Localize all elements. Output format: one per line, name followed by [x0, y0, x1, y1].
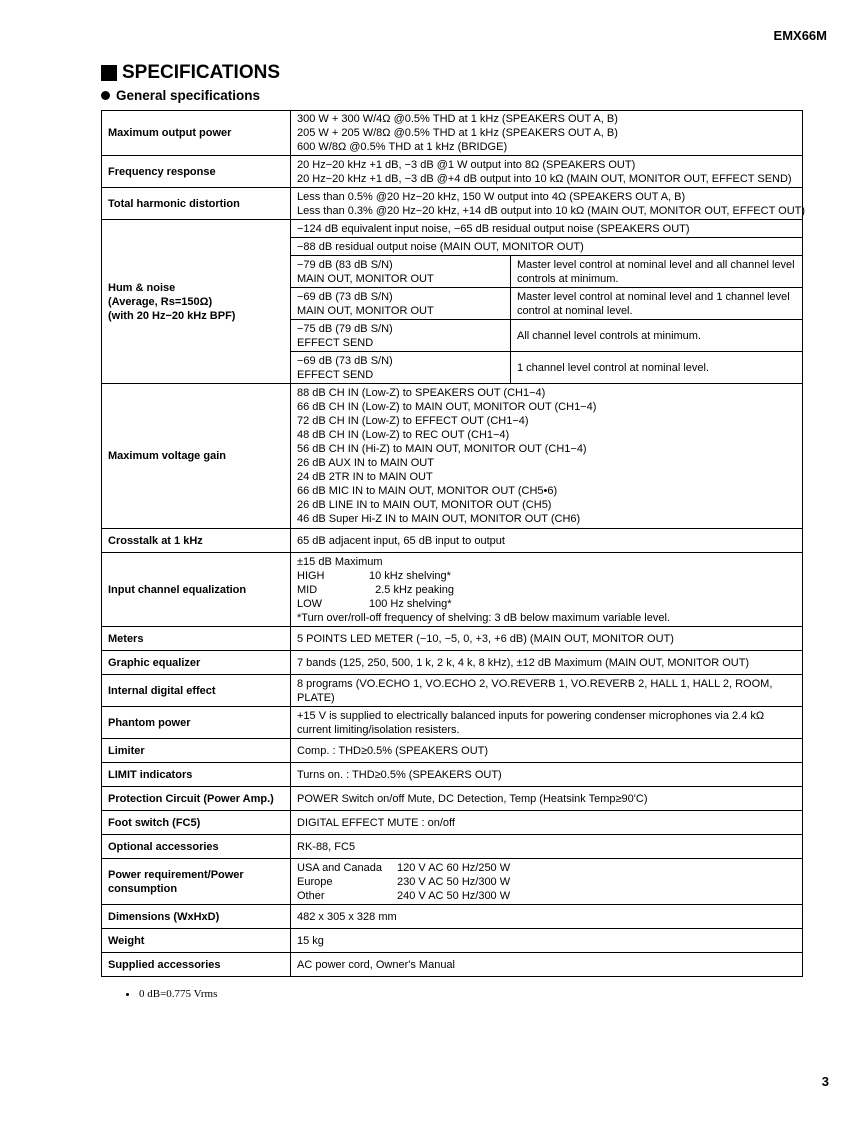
- value-line: current limiting/isolation resisters.: [297, 723, 460, 736]
- section-subtitle: [101, 88, 260, 103]
- row-label: Crosstalk at 1 kHz: [102, 529, 291, 553]
- value-line: 48 dB CH IN (Low-Z) to REC OUT (CH1−4): [297, 429, 510, 441]
- square-bullet-icon: [101, 65, 117, 81]
- row-label: Limiter: [102, 739, 291, 763]
- row-label: Phantom power: [102, 707, 291, 739]
- row-value: [291, 384, 803, 529]
- row-value: AC power cord, Owner's Manual: [291, 953, 803, 977]
- footnote: [126, 988, 217, 1000]
- table-row: [102, 763, 803, 787]
- value-line: 20 Hz−20 kHz +1 dB, −3 dB @+4 dB output into 10 kΩ (MAIN OUT, MONITOR OUT, EFFECT SEND): [297, 172, 792, 185]
- noise-condition: All channel level controls at minimum.: [511, 320, 803, 352]
- band-name: LOW: [297, 597, 323, 610]
- row-label: Dimensions (WxHxD): [102, 905, 291, 929]
- row-value: Comp. : THD≥0.5% (SPEAKERS OUT): [291, 739, 803, 763]
- table-row: [102, 627, 803, 651]
- table-row: [102, 651, 803, 675]
- table-row: [102, 953, 803, 977]
- value-line: +15 V is supplied to electrically balanced inputs for powering condenser microphones via 2.4 kΩ: [297, 709, 765, 722]
- value-line: 24 dB 2TR IN to MAIN OUT: [297, 471, 433, 483]
- row-label: Maximum output power: [102, 111, 291, 156]
- table-row: [102, 553, 803, 627]
- page-title: [101, 62, 280, 84]
- region-name: Other: [297, 889, 325, 902]
- band-value: 2.5 kHz peaking: [375, 583, 455, 596]
- table-row: [102, 111, 803, 156]
- row-value: −124 dB equivalent input noise, −65 dB residual output noise (SPEAKERS OUT): [291, 220, 803, 238]
- value-line: 8 programs (VO.ECHO 1, VO.ECHO 2, VO.REVERB 1, VO.REVERB 2, HALL 1, HALL 2, ROOM,: [297, 677, 773, 690]
- value-line: ±15 dB Maximum: [297, 555, 383, 568]
- row-label: Protection Circuit (Power Amp.): [102, 787, 291, 811]
- table-row: [102, 835, 803, 859]
- band-name: HIGH: [297, 569, 325, 582]
- value-line: PLATE): [297, 691, 335, 704]
- band-name: MID: [297, 583, 318, 596]
- label-line: Hum & noise: [108, 281, 176, 294]
- row-label: LIMIT indicators: [102, 763, 291, 787]
- table-row: [102, 529, 803, 553]
- spec-table: [101, 110, 806, 977]
- round-bullet-icon: [101, 91, 110, 100]
- value-line: −69 dB (73 dB S/N): [297, 354, 393, 367]
- label-line: (with 20 Hz−20 kHz BPF): [108, 309, 236, 322]
- row-label: Graphic equalizer: [102, 651, 291, 675]
- table-row: [102, 859, 803, 905]
- subtitle-text: General specifications: [116, 88, 261, 103]
- table-row: [102, 156, 803, 188]
- band-value: 10 kHz shelving*: [369, 569, 451, 582]
- model-name: EMX66M: [773, 28, 827, 43]
- region-name: USA and Canada: [297, 861, 383, 874]
- value-line: MAIN OUT, MONITOR OUT: [297, 304, 434, 317]
- value-line: 20 Hz−20 kHz +1 dB, −3 dB @1 W output into 8Ω (SPEAKERS OUT): [297, 158, 636, 171]
- noise-condition: Master level control at nominal level and 1 channel level control at nominal level.: [511, 288, 803, 320]
- row-value: POWER Switch on/off Mute, DC Detection, Temp (Heatsink Temp≥90'C): [291, 787, 803, 811]
- title-text: SPECIFICATIONS: [122, 62, 280, 83]
- row-value: [291, 188, 806, 220]
- value-line: 46 dB Super Hi-Z IN to MAIN OUT, MONITOR OUT (CH6): [297, 513, 581, 525]
- row-label: [102, 220, 291, 384]
- noise-condition: 1 channel level control at nominal level.: [511, 352, 803, 384]
- row-value: [291, 707, 803, 739]
- value-line: −69 dB (73 dB S/N): [297, 290, 393, 303]
- noise-value: [291, 288, 511, 320]
- table-row: [102, 707, 803, 739]
- row-label: [102, 859, 291, 905]
- row-label: Foot switch (FC5): [102, 811, 291, 835]
- row-value: DIGITAL EFFECT MUTE : on/off: [291, 811, 803, 835]
- row-label: Meters: [102, 627, 291, 651]
- eq-band: [297, 583, 796, 597]
- label-line: consumption: [108, 882, 178, 895]
- row-label: Total harmonic distortion: [102, 188, 291, 220]
- value-line: EFFECT SEND: [297, 368, 374, 381]
- footnote-text: 0 dB=0.775 Vrms: [139, 988, 218, 1000]
- row-value: −88 dB residual output noise (MAIN OUT, MONITOR OUT): [291, 238, 803, 256]
- table-row: [102, 188, 803, 220]
- table-row: [102, 675, 803, 707]
- row-value: [291, 156, 803, 188]
- row-value: 482 x 305 x 328 mm: [291, 905, 803, 929]
- value-line: 26 dB AUX IN to MAIN OUT: [297, 457, 434, 469]
- region-name: Europe: [297, 875, 333, 888]
- band-value: 100 Hz shelving*: [369, 597, 452, 610]
- table-row: [102, 384, 803, 529]
- noise-value: [291, 256, 511, 288]
- row-value: [291, 553, 803, 627]
- row-value: 7 bands (125, 250, 500, 1 k, 2 k, 4 k, 8 kHz), ±12 dB Maximum (MAIN OUT, MONITOR OUT): [291, 651, 803, 675]
- value-line: 56 dB CH IN (Hi-Z) to MAIN OUT, MONITOR OUT (CH1−4): [297, 443, 587, 455]
- label-line: Power requirement/Power: [108, 868, 244, 881]
- row-value: 5 POINTS LED METER (−10, −5, 0, +3, +6 dB) (MAIN OUT, MONITOR OUT): [291, 627, 803, 651]
- value-line: 300 W + 300 W/4Ω @0.5% THD at 1 kHz (SPEAKERS OUT A, B): [297, 113, 618, 125]
- value-line: 72 dB CH IN (Low-Z) to EFFECT OUT (CH1−4): [297, 415, 529, 427]
- value-line: MAIN OUT, MONITOR OUT: [297, 272, 434, 285]
- noise-value: [291, 352, 511, 384]
- row-label: Supplied accessories: [102, 953, 291, 977]
- value-line: 66 dB CH IN (Low-Z) to MAIN OUT, MONITOR OUT (CH1−4): [297, 401, 597, 413]
- label-line: (Average, Rs=150Ω): [108, 295, 213, 308]
- value-line: −79 dB (83 dB S/N): [297, 258, 393, 271]
- value-line: −75 dB (79 dB S/N): [297, 322, 393, 335]
- row-label: Optional accessories: [102, 835, 291, 859]
- noise-value: [291, 320, 511, 352]
- row-value: 15 kg: [291, 929, 803, 953]
- row-value: 65 dB adjacent input, 65 dB input to output: [291, 529, 803, 553]
- value-line: EFFECT SEND: [297, 336, 374, 349]
- power-region: [297, 889, 796, 903]
- row-value: Turns on. : THD≥0.5% (SPEAKERS OUT): [291, 763, 803, 787]
- row-value: RK-88, FC5: [291, 835, 803, 859]
- row-value: [291, 675, 803, 707]
- value-line: Less than 0.3% @20 Hz−20 kHz, +14 dB output into 10 kΩ (MAIN OUT, MONITOR OUT, EFFECT OUT): [297, 204, 806, 217]
- row-value: [291, 859, 803, 905]
- eq-band: [297, 597, 796, 611]
- value-line: 600 W/8Ω @0.5% THD at 1 kHz (BRIDGE): [297, 141, 508, 153]
- row-label: Maximum voltage gain: [102, 384, 291, 529]
- row-value: [291, 111, 803, 156]
- table-row: [102, 739, 803, 763]
- row-label: Internal digital effect: [102, 675, 291, 707]
- region-value: 120 V AC 60 Hz/250 W: [397, 861, 511, 874]
- eq-band: [297, 569, 796, 583]
- table-row: [102, 787, 803, 811]
- power-region: [297, 861, 796, 875]
- value-line: 205 W + 205 W/8Ω @0.5% THD at 1 kHz (SPEAKERS OUT A, B): [297, 127, 618, 139]
- row-label: Input channel equalization: [102, 553, 291, 627]
- value-line: 66 dB MIC IN to MAIN OUT, MONITOR OUT (CH5•6): [297, 485, 558, 497]
- table-row: [102, 929, 803, 953]
- value-line: 88 dB CH IN (Low-Z) to SPEAKERS OUT (CH1−4): [297, 387, 546, 399]
- value-line: *Turn over/roll-off frequency of shelving: 3 dB below maximum variable level.: [297, 611, 670, 624]
- power-region: [297, 875, 796, 889]
- region-value: 240 V AC 50 Hz/300 W: [397, 889, 511, 902]
- table-row: [102, 905, 803, 929]
- table-row: [102, 811, 803, 835]
- value-line: Less than 0.5% @20 Hz−20 kHz, 150 W output into 4Ω (SPEAKERS OUT A, B): [297, 190, 686, 203]
- region-value: 230 V AC 50 Hz/300 W: [397, 875, 511, 888]
- row-label: Frequency response: [102, 156, 291, 188]
- value-line: 26 dB LINE IN to MAIN OUT, MONITOR OUT (CH5): [297, 499, 552, 511]
- row-label: Weight: [102, 929, 291, 953]
- table-row: [102, 220, 803, 238]
- noise-condition: Master level control at nominal level and all channel level controls at minimum.: [511, 256, 803, 288]
- bullet-icon: [126, 993, 129, 996]
- page-number: 3: [821, 1074, 829, 1089]
